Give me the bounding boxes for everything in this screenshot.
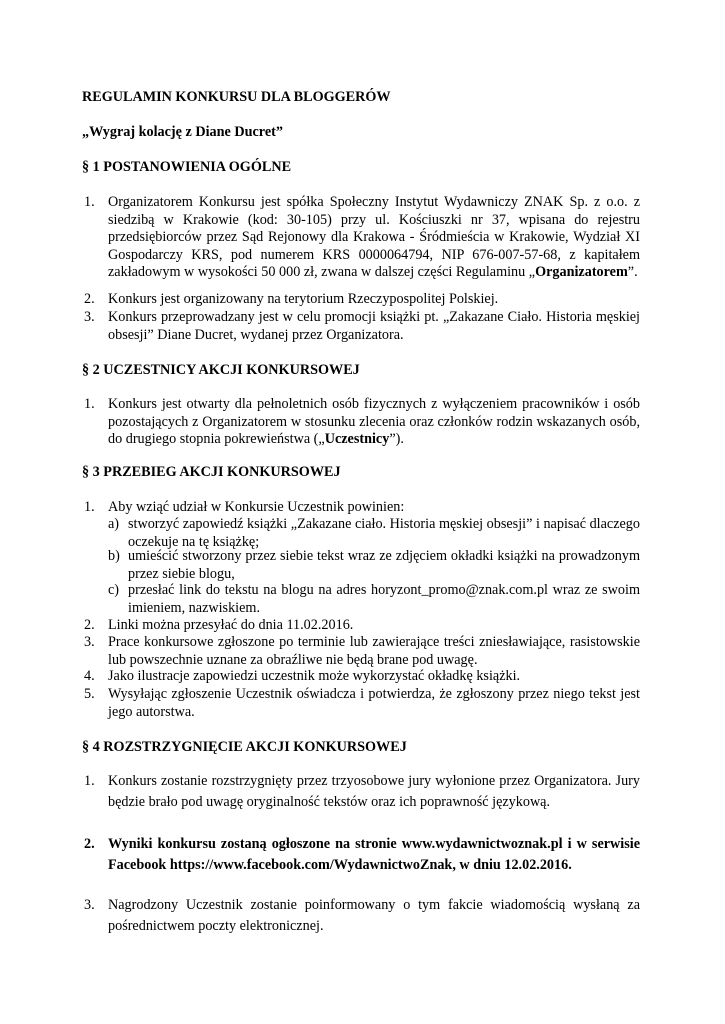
- list-item: [82, 291, 640, 309]
- document-subtitle: „Wygraj kolację z Diane Ducret”: [82, 124, 283, 140]
- sub-item-text: przesłać link do tekstu na blogu na adres horyzont_promo@znak.com.pl wraz ze swoim imieniem, nazwiskiem.: [128, 582, 640, 616]
- item-text-part: ”).: [389, 431, 404, 448]
- item-text-part: ”.: [627, 264, 638, 281]
- list-item: [82, 895, 640, 938]
- item-number: 1.: [84, 194, 95, 210]
- item-number: 3.: [84, 897, 95, 913]
- item-text: Jako ilustracje zapowiedzi uczestnik może wykorzystać okładkę książki.: [108, 668, 521, 684]
- defined-term: Organizatorem: [535, 264, 628, 281]
- document-title: REGULAMIN KONKURSU DLA BLOGGERÓW: [82, 89, 391, 105]
- sub-list-item: [108, 516, 640, 551]
- item-text: Konkurs zostanie rozstrzygnięty przez trzyosobowe jury wyłonione przez Organizatora. Jury będzie brało pod uwagę oryginalność tekstów oraz ich poprawność językową.: [108, 773, 640, 811]
- sub-item-text: stworzyć zapowiedź książki „Zakazane ciało. Historia męskiej obsesji” i napisać dlaczego oczekuje na tę książkę;: [128, 516, 640, 550]
- sub-item-text: umieścić stworzony przez siebie tekst wraz ze zdjęciem okładki książki na prowadzonym przez siebie blogu,: [128, 548, 640, 582]
- item-number: 3.: [84, 634, 95, 650]
- item-text: Prace konkursowe zgłoszone po terminie lub zawierające treści zniesławiające, rasistowskie lub powszechnie uznane za obraźliwe nie będą brane pod uwagę.: [108, 634, 640, 668]
- list-item: [82, 686, 640, 721]
- list-item: [82, 771, 640, 814]
- list-item: [82, 634, 640, 669]
- list-item: [82, 309, 640, 344]
- item-text: Konkurs jest organizowany na terytorium Rzeczypospolitej Polskiej.: [108, 291, 499, 307]
- sub-list-item: [108, 582, 640, 617]
- item-text-part: Organizatorem Konkursu jest spółka Społeczny Instytut Wydawniczy ZNAK Sp. z o.o. z siedzibą w Krakowie (kod: 30-105) przy ul. Kościuszki nr 37, wpisana do rejestru przedsiębiorców przez Sąd Rejonowy dla Krakowa - Śródmieścia w Krakowie, Wydział XI Gospodarczy KRS, pod numerem KRS 0000064794, NIP 676-007-57-68, z kapitałem zakładowym w wysokości 50 000 zł, zwana w dalszej części Regulaminu „: [108, 194, 640, 281]
- item-number: 4.: [84, 668, 95, 684]
- item-text: Wysyłając zgłoszenie Uczestnik oświadcza i potwierdza, że zgłoszony przez niego tekst jest jego autorstwa.: [108, 686, 640, 720]
- list-item: [82, 499, 640, 517]
- list-item: [82, 194, 640, 282]
- section-heading-1: § 1 POSTANOWIENIA OGÓLNE: [82, 159, 292, 175]
- list-item: [82, 396, 640, 449]
- item-number: 1.: [84, 773, 95, 789]
- item-text: Aby wziąć udział w Konkursie Uczestnik powinien:: [108, 499, 405, 515]
- sub-item-letter: b): [108, 548, 120, 564]
- list-item: [82, 834, 640, 877]
- item-text: Wyniki konkursu zostaną ogłoszone na stronie www.wydawnictwoznak.pl i w serwisie Facebook https://www.facebook.com/WydawnictwoZnak, w dniu 12.02.2016.: [108, 836, 640, 874]
- item-number: 1.: [84, 396, 95, 412]
- section-heading-4: § 4 ROZSTRZYGNIĘCIE AKCJI KONKURSOWEJ: [82, 739, 407, 755]
- sub-list-item: [108, 548, 640, 583]
- item-number: 2.: [84, 836, 95, 852]
- item-text: [108, 396, 640, 449]
- item-number: 5.: [84, 686, 95, 702]
- sub-item-letter: c): [108, 582, 120, 598]
- item-text: Konkurs przeprowadzany jest w celu promocji książki pt. „Zakazane Ciało. Historia męskiej obsesji” Diane Ducret, wydanej przez Organizatora.: [108, 309, 640, 343]
- item-text-part: Konkurs jest otwarty dla pełnoletnich osób fizycznych z wyłączeniem pracowników i osób pozostających z Organizatorem w stosunku zlecenia oraz członków rodzin wskazanych osób, do drugiego stopnia pokrewieństwa („: [108, 396, 640, 448]
- section-heading-2: § 2 UCZESTNICY AKCJI KONKURSOWEJ: [82, 362, 360, 378]
- item-text: [108, 194, 640, 282]
- item-number: 2.: [84, 291, 95, 307]
- defined-term: Uczestnicy: [324, 431, 390, 448]
- item-number: 2.: [84, 617, 95, 633]
- item-text: Linki można przesyłać do dnia 11.02.2016.: [108, 617, 354, 633]
- sub-item-letter: a): [108, 516, 120, 532]
- item-number: 3.: [84, 309, 95, 325]
- list-item: [82, 617, 640, 635]
- item-number: 1.: [84, 499, 95, 515]
- item-text: Nagrodzony Uczestnik zostanie poinformowany o tym fakcie wiadomością wysłaną za pośrednictwem poczty elektronicznej.: [108, 897, 640, 935]
- section-heading-3: § 3 PRZEBIEG AKCJI KONKURSOWEJ: [82, 464, 341, 480]
- list-item: [82, 668, 640, 686]
